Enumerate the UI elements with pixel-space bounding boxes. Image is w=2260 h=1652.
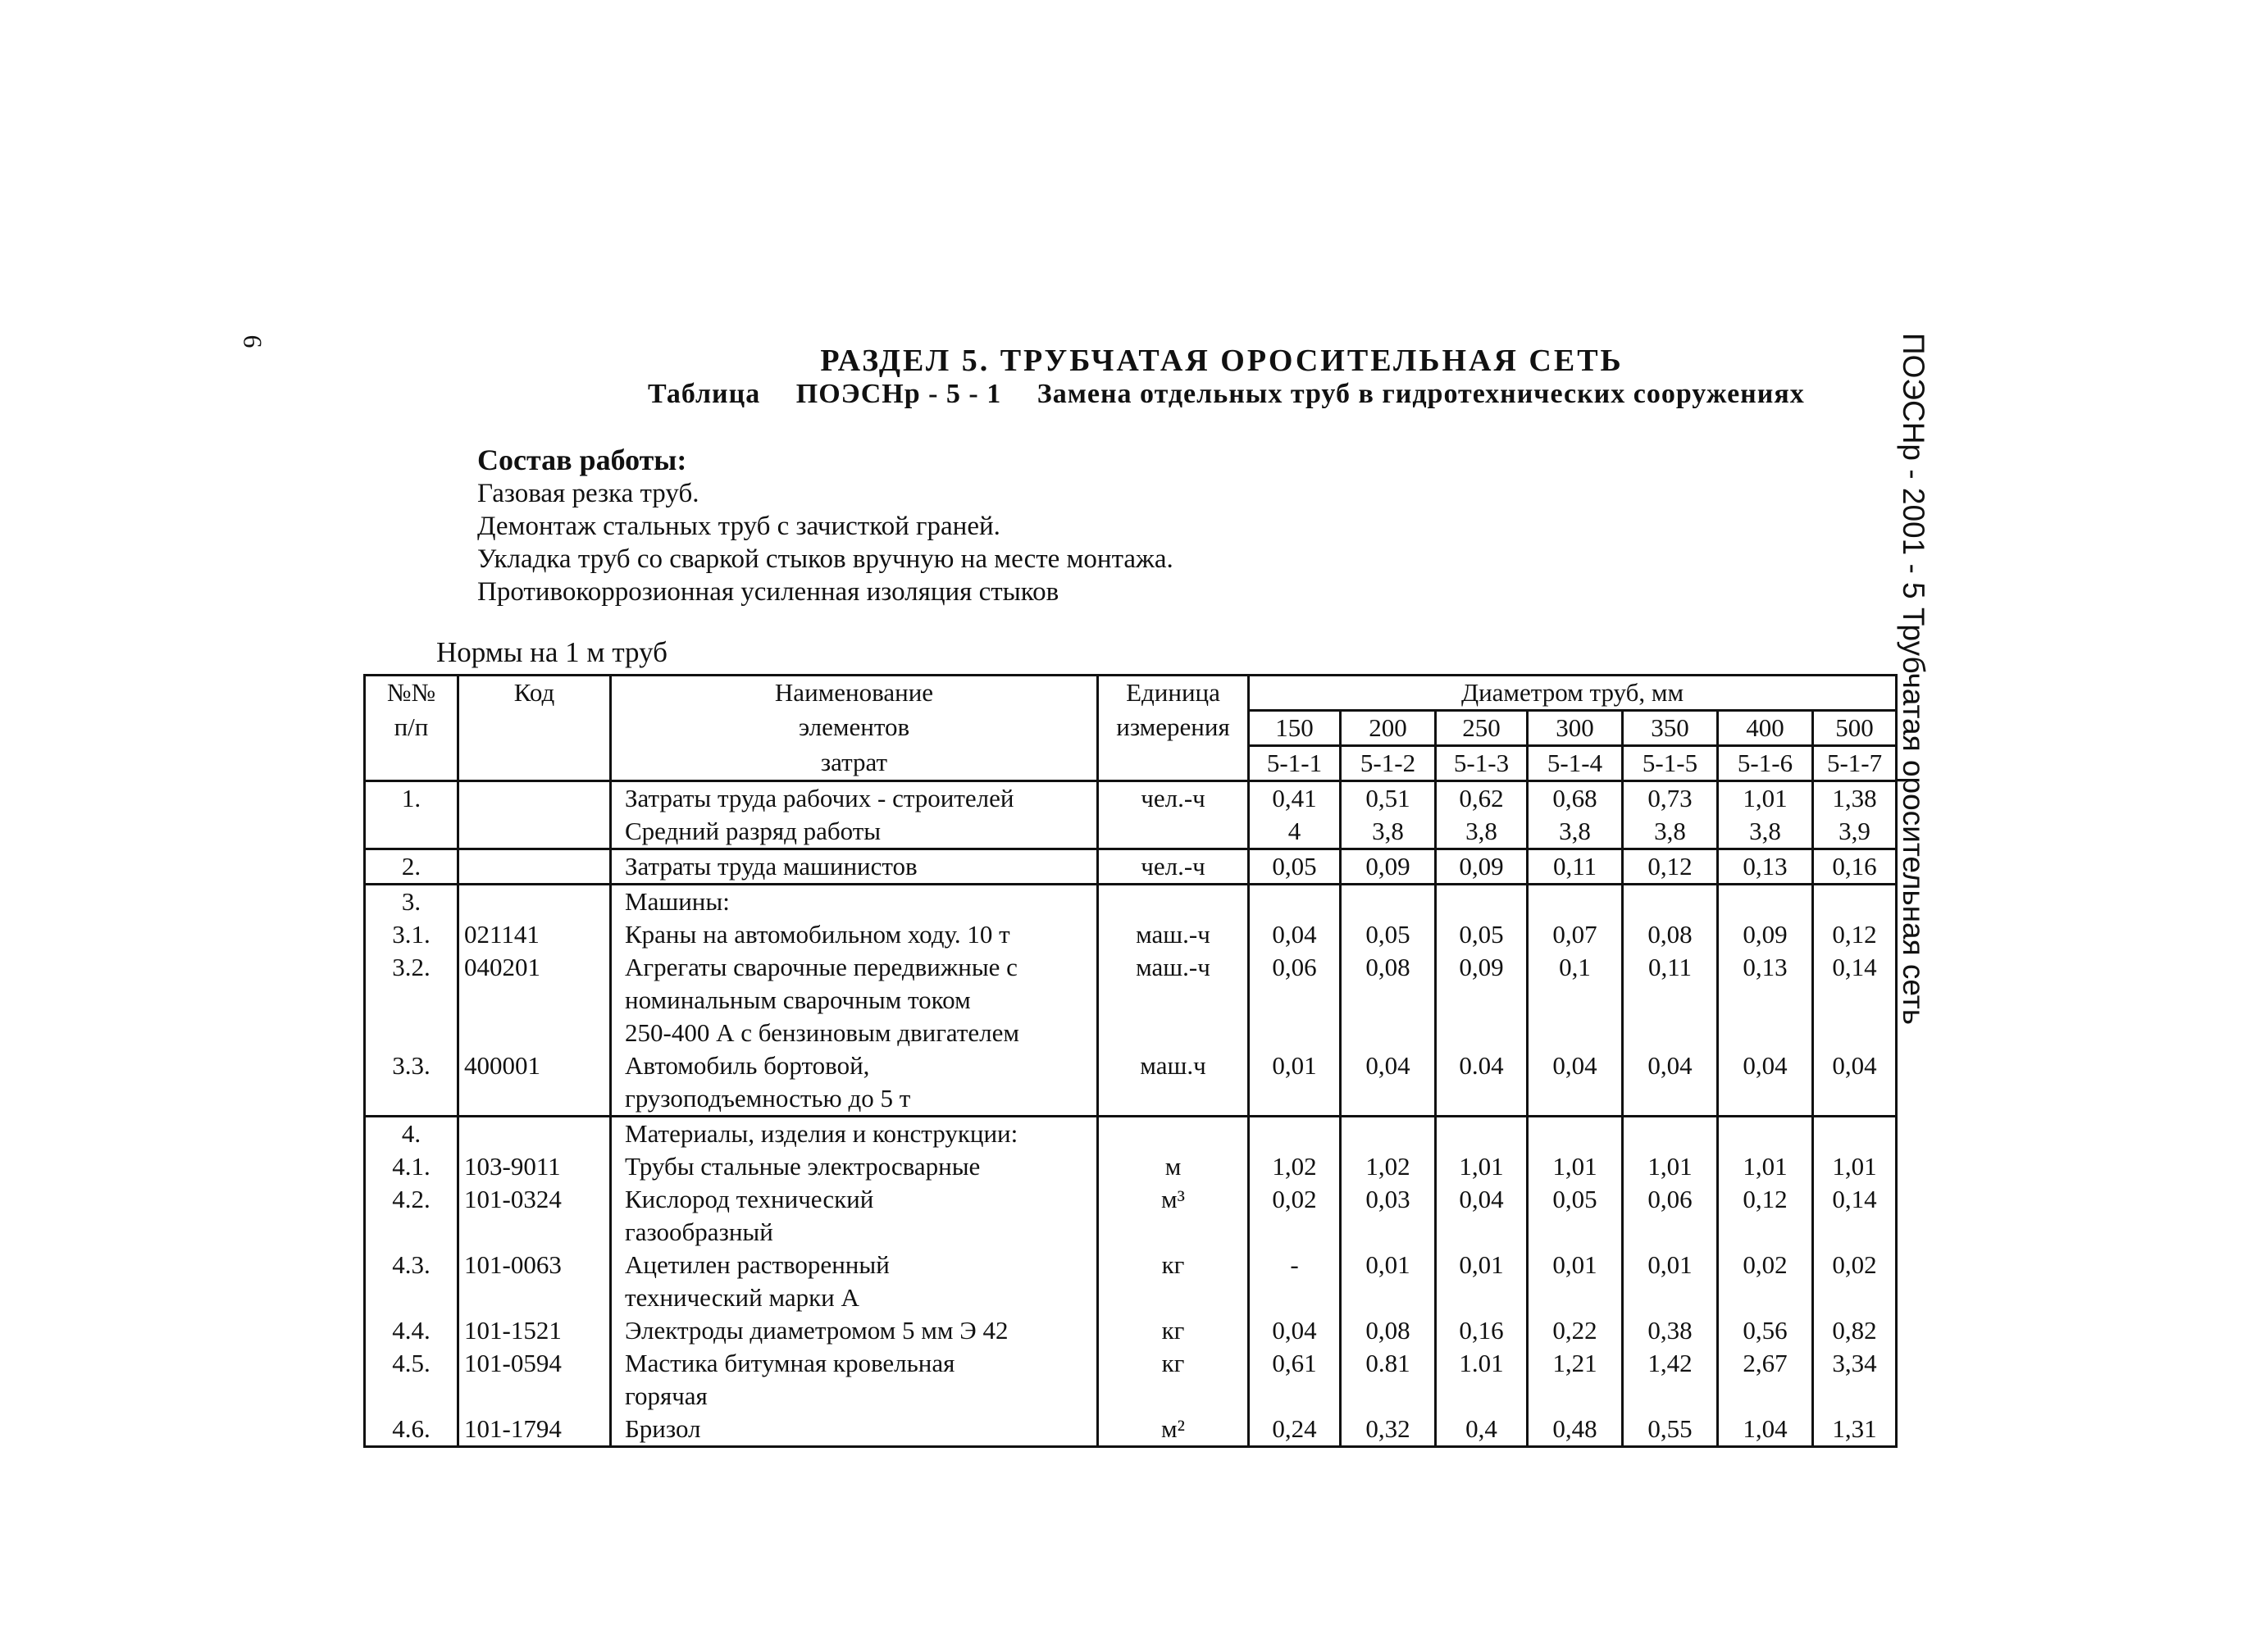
unit-of-measure: чел.-ч bbox=[1098, 849, 1249, 885]
header-row bbox=[365, 676, 1897, 711]
norm-value: 0,01 bbox=[1436, 1249, 1528, 1281]
unit-of-measure: м bbox=[1098, 1150, 1249, 1183]
norm-value: 3,8 bbox=[1341, 815, 1436, 849]
unit-of-measure bbox=[1098, 1117, 1249, 1151]
norm-value: 1,01 bbox=[1528, 1150, 1623, 1183]
unit-of-measure bbox=[1098, 1216, 1249, 1249]
cost-element-name: Ацетилен растворенный bbox=[611, 1249, 1098, 1281]
side-running-header: ПОЭСНр - 2001 - 5 Трубчатая оросительная сеть bbox=[1897, 333, 1930, 1025]
norm-value bbox=[1249, 1082, 1341, 1117]
resource-code: 040201 bbox=[458, 951, 611, 984]
norm-value: 0,09 bbox=[1436, 951, 1528, 984]
table-row bbox=[365, 1249, 1897, 1281]
page-number: 6 bbox=[238, 334, 268, 348]
norm-value: 0,12 bbox=[1813, 918, 1897, 951]
norm-value: 3,9 bbox=[1813, 815, 1897, 849]
norm-value: 0,82 bbox=[1813, 1314, 1897, 1347]
norm-value: 0,02 bbox=[1718, 1249, 1813, 1281]
norm-value: 4 bbox=[1249, 815, 1341, 849]
norm-value bbox=[1623, 1281, 1718, 1314]
resource-code bbox=[458, 1216, 611, 1249]
norm-value: 0,04 bbox=[1528, 1049, 1623, 1082]
norm-value bbox=[1249, 1380, 1341, 1413]
unit-of-measure bbox=[1098, 1017, 1249, 1049]
norm-value: 0,05 bbox=[1436, 918, 1528, 951]
norm-value: 3,8 bbox=[1718, 815, 1813, 849]
unit-of-measure bbox=[1098, 984, 1249, 1017]
norm-value bbox=[1249, 1216, 1341, 1249]
row-number: 4.6. bbox=[365, 1413, 458, 1447]
norm-value: 0,55 bbox=[1623, 1413, 1718, 1447]
row-number: 4.4. bbox=[365, 1314, 458, 1347]
norm-value: 0,02 bbox=[1813, 1249, 1897, 1281]
norm-value: 3,8 bbox=[1623, 815, 1718, 849]
cost-element-name: Средний разряд работы bbox=[611, 815, 1098, 849]
norm-value: 0,06 bbox=[1249, 951, 1341, 984]
norm-value bbox=[1813, 1082, 1897, 1117]
norm-value bbox=[1436, 1216, 1528, 1249]
resource-code: 101-1521 bbox=[458, 1314, 611, 1347]
row-number: 4.5. bbox=[365, 1347, 458, 1380]
norm-value: 0,04 bbox=[1436, 1183, 1528, 1216]
norms-table bbox=[363, 674, 1898, 1448]
table-title-label: Таблица bbox=[648, 379, 761, 409]
code-header: Код bbox=[458, 676, 611, 711]
norm-value bbox=[1528, 1082, 1623, 1117]
unit-of-measure: м³ bbox=[1098, 1183, 1249, 1216]
row-number: 3.2. bbox=[365, 951, 458, 984]
norm-value: 1,38 bbox=[1813, 781, 1897, 816]
resource-code bbox=[458, 1017, 611, 1049]
norm-value bbox=[1623, 885, 1718, 919]
row-number bbox=[365, 1380, 458, 1413]
table-title bbox=[648, 379, 1833, 410]
norm-value: 0,61 bbox=[1249, 1347, 1341, 1380]
norm-value: 0,16 bbox=[1436, 1314, 1528, 1347]
norm-value: 0,08 bbox=[1341, 951, 1436, 984]
norm-value bbox=[1718, 1216, 1813, 1249]
norm-value: 0,11 bbox=[1528, 849, 1623, 885]
diameter-size: 200 bbox=[1341, 711, 1436, 746]
table-row bbox=[365, 815, 1897, 849]
norm-code: 5-1-5 bbox=[1623, 746, 1718, 781]
section-title: РАЗДЕЛ 5. ТРУБЧАТАЯ ОРОСИТЕЛЬНАЯ СЕТЬ bbox=[820, 344, 1624, 378]
norm-value bbox=[1528, 1017, 1623, 1049]
norm-value: 0,04 bbox=[1249, 1314, 1341, 1347]
norm-value: 1,01 bbox=[1813, 1150, 1897, 1183]
resource-code: 103-9011 bbox=[458, 1150, 611, 1183]
row-number bbox=[365, 1281, 458, 1314]
norm-value bbox=[1528, 1117, 1623, 1151]
norm-value: 0,4 bbox=[1436, 1413, 1528, 1447]
norm-value: 1,31 bbox=[1813, 1413, 1897, 1447]
cost-element-name: газообразный bbox=[611, 1216, 1098, 1249]
norm-value bbox=[1718, 1117, 1813, 1151]
row-number: 3. bbox=[365, 885, 458, 919]
unit-of-measure: маш.-ч bbox=[1098, 951, 1249, 984]
norm-value: 0,02 bbox=[1249, 1183, 1341, 1216]
cost-element-name: грузоподъемностью до 5 т bbox=[611, 1082, 1098, 1117]
norm-value: 0.04 bbox=[1436, 1049, 1528, 1082]
work-item: Противокоррозионная усиленная изоляция стыков bbox=[477, 577, 1059, 607]
table-row bbox=[365, 984, 1897, 1017]
unit-header: Единица bbox=[1098, 676, 1249, 711]
norm-value bbox=[1436, 1380, 1528, 1413]
norm-value: 0,11 bbox=[1623, 951, 1718, 984]
row-number: 3.3. bbox=[365, 1049, 458, 1082]
norm-value: 0,14 bbox=[1813, 1183, 1897, 1216]
row-number: 4.3. bbox=[365, 1249, 458, 1281]
norm-value bbox=[1623, 1017, 1718, 1049]
norm-value bbox=[1249, 1117, 1341, 1151]
norm-value: 0,08 bbox=[1623, 918, 1718, 951]
norm-value: 0,09 bbox=[1341, 849, 1436, 885]
norm-value: 0,16 bbox=[1813, 849, 1897, 885]
norm-value: 0,05 bbox=[1341, 918, 1436, 951]
norm-code: 5-1-2 bbox=[1341, 746, 1436, 781]
norm-value: 3,8 bbox=[1436, 815, 1528, 849]
table-row bbox=[365, 1216, 1897, 1249]
unit-of-measure: маш.ч bbox=[1098, 1049, 1249, 1082]
table-title-text: Замена отдельных труб в гидротехнических сооружениях bbox=[1037, 379, 1805, 409]
norm-value: 2,67 bbox=[1718, 1347, 1813, 1380]
diameter-size: 300 bbox=[1528, 711, 1623, 746]
norm-value: - bbox=[1249, 1249, 1341, 1281]
row-number bbox=[365, 1017, 458, 1049]
unit-of-measure bbox=[1098, 815, 1249, 849]
norm-value bbox=[1718, 885, 1813, 919]
table-row bbox=[365, 1183, 1897, 1216]
norm-value bbox=[1341, 1216, 1436, 1249]
table-row bbox=[365, 1017, 1897, 1049]
norm-value: 0,24 bbox=[1249, 1413, 1341, 1447]
norm-value: 0,48 bbox=[1528, 1413, 1623, 1447]
norm-code: 5-1-1 bbox=[1249, 746, 1341, 781]
norm-value: 0,51 bbox=[1341, 781, 1436, 816]
norm-value: 1,04 bbox=[1718, 1413, 1813, 1447]
cost-element-name: Краны на автомобильном ходу. 10 т bbox=[611, 918, 1098, 951]
norm-value: 0,56 bbox=[1718, 1314, 1813, 1347]
norm-value: 0.81 bbox=[1341, 1347, 1436, 1380]
norm-value bbox=[1528, 1380, 1623, 1413]
norm-value bbox=[1341, 1017, 1436, 1049]
unit-of-measure: маш.-ч bbox=[1098, 918, 1249, 951]
cost-element-name: Автомобиль бортовой, bbox=[611, 1049, 1098, 1082]
norm-value bbox=[1813, 1017, 1897, 1049]
cost-element-name: Машины: bbox=[611, 885, 1098, 919]
unit-of-measure: м² bbox=[1098, 1413, 1249, 1447]
unit-of-measure: кг bbox=[1098, 1347, 1249, 1380]
norm-value bbox=[1341, 1117, 1436, 1151]
row-number: 1. bbox=[365, 781, 458, 816]
resource-code bbox=[458, 1082, 611, 1117]
table-row bbox=[365, 918, 1897, 951]
norm-value: 1.01 bbox=[1436, 1347, 1528, 1380]
norm-value: 0,14 bbox=[1813, 951, 1897, 984]
norm-value: 0,13 bbox=[1718, 849, 1813, 885]
table-title-code: ПОЭСНр - 5 - 1 bbox=[795, 379, 1002, 409]
norm-value: 0,01 bbox=[1341, 1249, 1436, 1281]
row-number: 4. bbox=[365, 1117, 458, 1151]
norm-value bbox=[1341, 1082, 1436, 1117]
resource-code bbox=[458, 1117, 611, 1151]
norm-value bbox=[1436, 1017, 1528, 1049]
row-number: 4.1. bbox=[365, 1150, 458, 1183]
norm-value: 0,07 bbox=[1528, 918, 1623, 951]
cost-element-name: Агрегаты сварочные передвижные с bbox=[611, 951, 1098, 984]
norm-value: 0,22 bbox=[1528, 1314, 1623, 1347]
norm-value bbox=[1341, 984, 1436, 1017]
num-header: №№ bbox=[365, 676, 458, 711]
resource-code: 400001 bbox=[458, 1049, 611, 1082]
row-number: 4.2. bbox=[365, 1183, 458, 1216]
table-row bbox=[365, 849, 1897, 885]
table-row bbox=[365, 1082, 1897, 1117]
name-header: затрат bbox=[611, 746, 1098, 781]
resource-code: 101-0063 bbox=[458, 1249, 611, 1281]
row-number: 3.1. bbox=[365, 918, 458, 951]
cost-element-name: технический марки А bbox=[611, 1281, 1098, 1314]
name-header: элементов bbox=[611, 711, 1098, 746]
norm-value: 0,04 bbox=[1249, 918, 1341, 951]
cost-element-name: Бризол bbox=[611, 1413, 1098, 1447]
norm-value bbox=[1813, 1380, 1897, 1413]
table-row bbox=[365, 885, 1897, 919]
norm-value bbox=[1528, 1216, 1623, 1249]
norm-value: 0,38 bbox=[1623, 1314, 1718, 1347]
norm-value bbox=[1436, 885, 1528, 919]
table-row bbox=[365, 1314, 1897, 1347]
table-row bbox=[365, 1049, 1897, 1082]
resource-code bbox=[458, 849, 611, 885]
norm-value: 0,03 bbox=[1341, 1183, 1436, 1216]
work-item: Укладка труб со сваркой стыков вручную на месте монтажа. bbox=[477, 544, 1173, 574]
cost-element-name: Материалы, изделия и конструкции: bbox=[611, 1117, 1098, 1151]
norm-value bbox=[1623, 984, 1718, 1017]
resource-code bbox=[458, 1281, 611, 1314]
norm-value: 1,01 bbox=[1623, 1150, 1718, 1183]
unit-of-measure bbox=[1098, 885, 1249, 919]
norm-value: 0,68 bbox=[1528, 781, 1623, 816]
norm-value bbox=[1249, 984, 1341, 1017]
resource-code bbox=[458, 1380, 611, 1413]
table-row bbox=[365, 1150, 1897, 1183]
resource-code: 021141 bbox=[458, 918, 611, 951]
norm-code: 5-1-7 bbox=[1813, 746, 1897, 781]
resource-code bbox=[458, 885, 611, 919]
norm-value: 0,41 bbox=[1249, 781, 1341, 816]
norm-value bbox=[1813, 1216, 1897, 1249]
work-composition-heading: Состав работы: bbox=[477, 444, 687, 476]
unit-of-measure: кг bbox=[1098, 1314, 1249, 1347]
norm-value: 0,05 bbox=[1528, 1183, 1623, 1216]
diameter-header: Диаметром труб, мм bbox=[1249, 676, 1897, 711]
norm-value bbox=[1718, 1281, 1813, 1314]
diameter-size: 350 bbox=[1623, 711, 1718, 746]
norm-value: 0,04 bbox=[1341, 1049, 1436, 1082]
norm-value: 1,01 bbox=[1718, 1150, 1813, 1183]
norm-value: 0,05 bbox=[1249, 849, 1341, 885]
norm-value: 1,21 bbox=[1528, 1347, 1623, 1380]
resource-code bbox=[458, 984, 611, 1017]
norm-value: 0,06 bbox=[1623, 1183, 1718, 1216]
norm-value bbox=[1249, 1017, 1341, 1049]
cost-element-name: Затраты труда рабочих - строителей bbox=[611, 781, 1098, 816]
unit-header: измерения bbox=[1098, 711, 1249, 746]
norm-value bbox=[1528, 1281, 1623, 1314]
norm-code: 5-1-3 bbox=[1436, 746, 1528, 781]
norm-value bbox=[1623, 1082, 1718, 1117]
norm-value: 1,01 bbox=[1718, 781, 1813, 816]
norm-value: 3,8 bbox=[1528, 815, 1623, 849]
norm-value bbox=[1341, 1380, 1436, 1413]
norm-value: 0,1 bbox=[1528, 951, 1623, 984]
norm-value bbox=[1341, 1281, 1436, 1314]
resource-code: 101-0324 bbox=[458, 1183, 611, 1216]
norm-code: 5-1-4 bbox=[1528, 746, 1623, 781]
norm-value bbox=[1623, 1380, 1718, 1413]
norm-code: 5-1-6 bbox=[1718, 746, 1813, 781]
norms-label: Нормы на 1 м труб bbox=[436, 636, 668, 668]
row-number bbox=[365, 1216, 458, 1249]
resource-code: 101-0594 bbox=[458, 1347, 611, 1380]
cost-element-name: Трубы стальные электросварные bbox=[611, 1150, 1098, 1183]
norm-value: 0,04 bbox=[1623, 1049, 1718, 1082]
row-number bbox=[365, 815, 458, 849]
row-number: 2. bbox=[365, 849, 458, 885]
cost-element-name: горячая bbox=[611, 1380, 1098, 1413]
norm-value: 0,13 bbox=[1718, 951, 1813, 984]
resource-code: 101-1794 bbox=[458, 1413, 611, 1447]
norm-value bbox=[1813, 1117, 1897, 1151]
name-header: Наименование bbox=[611, 676, 1098, 711]
norm-value bbox=[1813, 1281, 1897, 1314]
norm-value bbox=[1718, 1380, 1813, 1413]
norm-value bbox=[1623, 1117, 1718, 1151]
norm-value bbox=[1341, 885, 1436, 919]
norm-value: 0,12 bbox=[1623, 849, 1718, 885]
norm-value bbox=[1813, 984, 1897, 1017]
norm-value: 0,09 bbox=[1718, 918, 1813, 951]
row-number bbox=[365, 984, 458, 1017]
norm-value: 0,12 bbox=[1718, 1183, 1813, 1216]
norm-value bbox=[1436, 1281, 1528, 1314]
diameter-size: 400 bbox=[1718, 711, 1813, 746]
norm-value: 0,04 bbox=[1718, 1049, 1813, 1082]
norm-value bbox=[1436, 1117, 1528, 1151]
row-number bbox=[365, 1082, 458, 1117]
unit-of-measure: чел.-ч bbox=[1098, 781, 1249, 816]
norm-value bbox=[1718, 1017, 1813, 1049]
norm-value: 3,34 bbox=[1813, 1347, 1897, 1380]
norm-value: 0,01 bbox=[1528, 1249, 1623, 1281]
norm-value: 0,04 bbox=[1813, 1049, 1897, 1082]
norm-value bbox=[1528, 984, 1623, 1017]
header-row bbox=[365, 746, 1897, 781]
diameter-size: 150 bbox=[1249, 711, 1341, 746]
cost-element-name: Электроды диаметромом 5 мм Э 42 bbox=[611, 1314, 1098, 1347]
norm-value: 1,01 bbox=[1436, 1150, 1528, 1183]
table-row bbox=[365, 1281, 1897, 1314]
diameter-size: 500 bbox=[1813, 711, 1897, 746]
table-row bbox=[365, 781, 1897, 816]
norm-value: 1,02 bbox=[1341, 1150, 1436, 1183]
header-row bbox=[365, 711, 1897, 746]
norm-value bbox=[1249, 1281, 1341, 1314]
table-body bbox=[365, 781, 1897, 1447]
unit-of-measure bbox=[1098, 1380, 1249, 1413]
table-row bbox=[365, 951, 1897, 984]
norm-value: 0,09 bbox=[1436, 849, 1528, 885]
norm-value: 0,08 bbox=[1341, 1314, 1436, 1347]
norm-value: 1,02 bbox=[1249, 1150, 1341, 1183]
norm-value bbox=[1718, 1082, 1813, 1117]
norm-value bbox=[1436, 1082, 1528, 1117]
unit-of-measure: кг bbox=[1098, 1249, 1249, 1281]
norm-value bbox=[1623, 1216, 1718, 1249]
norm-value bbox=[1249, 885, 1341, 919]
norm-value bbox=[1813, 885, 1897, 919]
norm-value: 0,32 bbox=[1341, 1413, 1436, 1447]
cost-element-name: Кислород технический bbox=[611, 1183, 1098, 1216]
unit-of-measure bbox=[1098, 1281, 1249, 1314]
norm-value bbox=[1718, 984, 1813, 1017]
table-row bbox=[365, 1380, 1897, 1413]
resource-code bbox=[458, 781, 611, 816]
norm-value bbox=[1436, 984, 1528, 1017]
num-header: п/п bbox=[365, 711, 458, 746]
work-item: Демонтаж стальных труб с зачисткой граней. bbox=[477, 512, 1000, 541]
table-row bbox=[365, 1413, 1897, 1447]
unit-of-measure bbox=[1098, 1082, 1249, 1117]
table-row bbox=[365, 1347, 1897, 1380]
work-item: Газовая резка труб. bbox=[477, 479, 699, 508]
diameter-size: 250 bbox=[1436, 711, 1528, 746]
cost-element-name: Мастика битумная кровельная bbox=[611, 1347, 1098, 1380]
cost-element-name: номинальным сварочным током bbox=[611, 984, 1098, 1017]
norm-value bbox=[1528, 885, 1623, 919]
norm-value: 0,01 bbox=[1249, 1049, 1341, 1082]
norm-value: 0,73 bbox=[1623, 781, 1718, 816]
cost-element-name: 250-400 А с бензиновым двигателем bbox=[611, 1017, 1098, 1049]
norm-value: 0,62 bbox=[1436, 781, 1528, 816]
norm-value: 1,42 bbox=[1623, 1347, 1718, 1380]
resource-code bbox=[458, 815, 611, 849]
table-row bbox=[365, 1117, 1897, 1151]
cost-element-name: Затраты труда машинистов bbox=[611, 849, 1098, 885]
norm-value: 0,01 bbox=[1623, 1249, 1718, 1281]
